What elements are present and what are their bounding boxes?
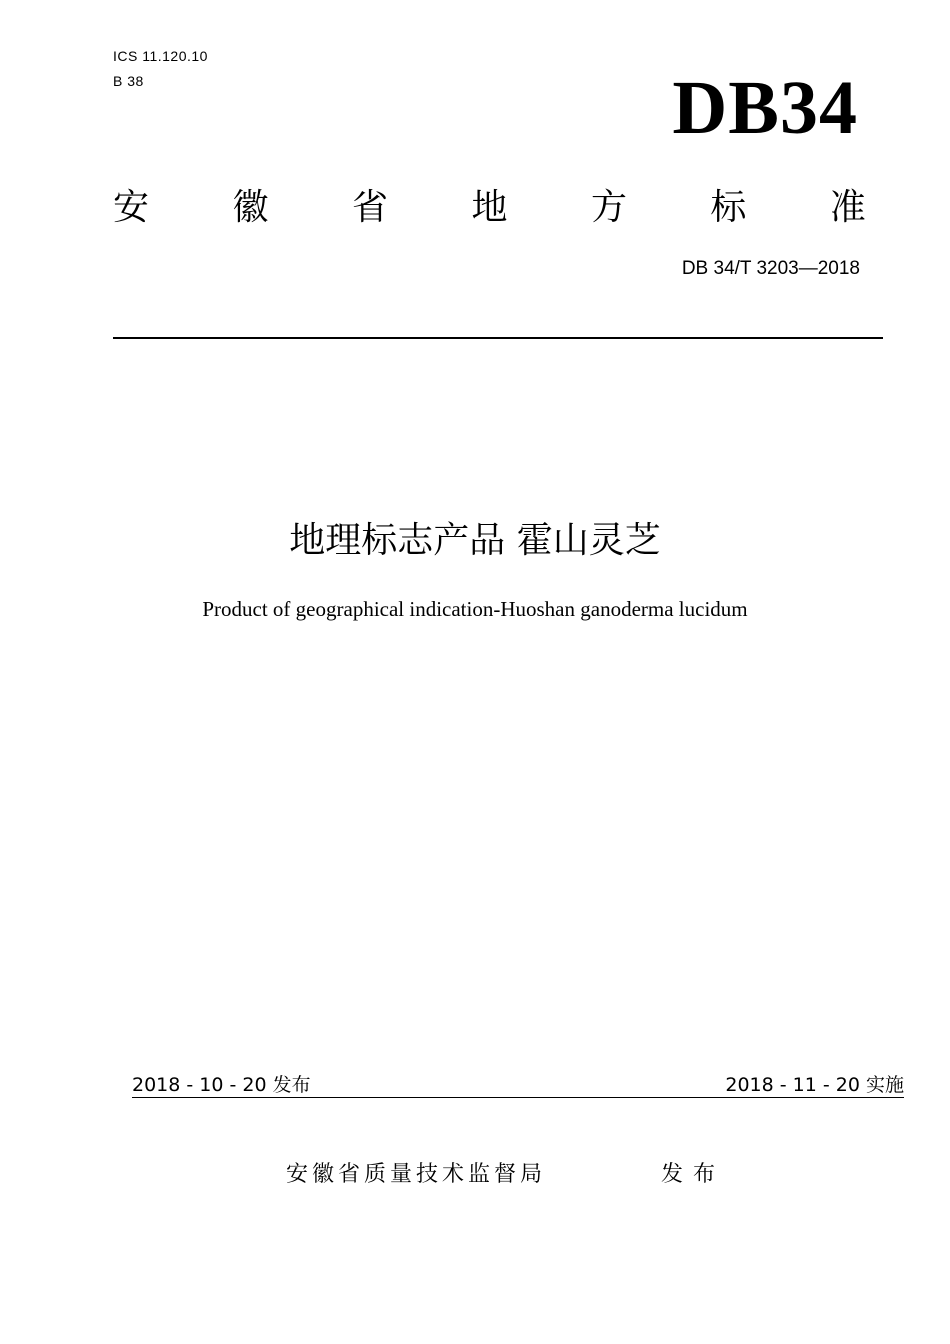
issuing-authority: 安徽省质量技术监督局 bbox=[286, 1162, 547, 1187]
top-divider bbox=[113, 337, 883, 339]
standard-type-char: 标 bbox=[710, 187, 747, 228]
standard-number: DB 34/T 3203—2018 bbox=[681, 258, 860, 279]
title-english: Product of geographical indication-Huoshan ganoderma lucidum bbox=[202, 597, 748, 621]
standard-type-char: 方 bbox=[590, 187, 627, 228]
standard-type-char: 地 bbox=[471, 187, 508, 228]
standard-type-char: 省 bbox=[351, 187, 388, 228]
standard-type-char: 安 bbox=[113, 187, 150, 228]
title-chinese: 地理标志产品 霍山灵芝 bbox=[289, 520, 661, 561]
issue-date: 2018 - 10 - 20 发布 bbox=[132, 1074, 311, 1096]
ics-code: ICS 11.120.10 bbox=[113, 48, 208, 64]
ccs-code: B 38 bbox=[113, 73, 144, 89]
implementation-date: 2018 - 11 - 20 实施 bbox=[725, 1074, 904, 1096]
standard-code-logo: DB34 bbox=[672, 66, 858, 150]
standard-type-char: 准 bbox=[829, 187, 866, 228]
bottom-divider bbox=[132, 1097, 904, 1098]
standard-type-char: 徽 bbox=[232, 187, 269, 228]
issue-word: 发布 bbox=[661, 1162, 726, 1187]
standard-type-heading bbox=[113, 184, 866, 232]
